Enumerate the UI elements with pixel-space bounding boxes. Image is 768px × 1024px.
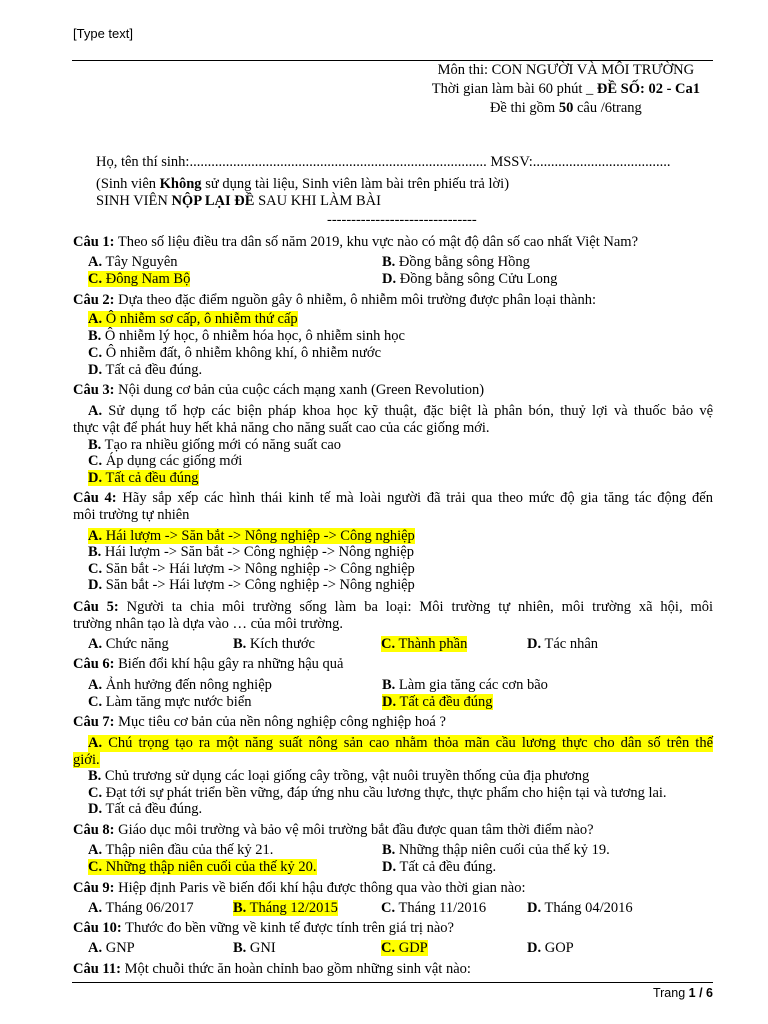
q4-option-c: C. Săn bắt -> Hái lượm -> Nông nghiệp -> Công nghiệp [88, 561, 415, 577]
id-dots: ...................................... [532, 154, 671, 170]
exam-header [432, 61, 700, 118]
q8-option-a: A. Thập niên đầu của thế kỷ 21. [88, 842, 274, 858]
q3-option-a-cont: thực vật để phát huy hết khả năng cho năng suất cao của các giống mới. [73, 420, 490, 436]
header-placeholder: [Type text] [73, 26, 133, 41]
q8-option-c: C. Những thập niên cuối của thế kỷ 20. [88, 859, 317, 875]
question-10: Câu 10: Thước đo bền vững về kinh tế được tính trên giá trị nào? [73, 920, 454, 936]
question-2: Câu 2: Dựa theo đặc điểm nguồn gây ô nhiễm, ô nhiễm môi trường được phân loại thành: [73, 292, 596, 308]
instruction-line-2: SINH VIÊN NỘP LẠI ĐỀ SAU KHI LÀM BÀI [96, 193, 381, 209]
question-4-cont: môi trường tự nhiên [73, 507, 190, 523]
q8-option-d: D. Tất cả đều đúng. [382, 859, 497, 875]
question-9: Câu 9: Hiệp định Paris về biến đổi khí hậu được thông qua vào thời gian nào: [73, 880, 526, 896]
question-1: Câu 1: Theo số liệu điều tra dân số năm 2019, khu vực nào có mật độ dân số cao nhất Việt Nam? [73, 234, 639, 250]
exam-code: ĐỀ SỐ: 02 - Ca1 [596, 81, 700, 97]
q9-option-b: B. Tháng 12/2015 [233, 900, 338, 916]
q9-option-c: C. Tháng 11/2016 [381, 900, 487, 916]
question-8: Câu 8: Giáo dục môi trường và bảo vệ môi trường bắt đầu được quan tâm thời điểm nào? [73, 822, 594, 838]
q7-option-a: A. Chú trọng tạo ra một năng suất nông sản cao nhằm thỏa mãn cầu lương thực cho dân số trên thế [88, 735, 714, 751]
question-5-cont: trường nhân tạo là dựa vào … của môi trường. [73, 616, 344, 632]
q6-option-b: B. Làm gia tăng các cơn bão [382, 677, 548, 693]
q6-option-a: A. Ảnh hưởng đến nông nghiệp [88, 677, 272, 693]
q7-option-d: D. Tất cả đều đúng. [88, 801, 203, 817]
exam-pages: Đề thi gồm 50 câu /6trang [489, 100, 642, 116]
q7-option-b: B. Chủ trương sử dụng các loại giống cây trồng, vật nuôi truyền thống của địa phương [88, 768, 590, 784]
q3-option-c: C. Áp dụng các giống mới [88, 453, 243, 469]
q1-option-c: C. Đông Nam Bộ [88, 271, 191, 287]
question-6: Câu 6: Biến đổi khí hậu gây ra những hậu quả [73, 656, 344, 672]
q4-option-a: A. Hái lượm -> Săn bắt -> Nông nghiệp -> Công nghiệp [88, 528, 415, 544]
q5-option-c: C. Thành phần [381, 636, 468, 652]
question-5: Câu 5: Người ta chia môi trường sống làm ba loại: Môi trường tự nhiên, môi trường xã hội, môi [73, 599, 714, 615]
q2-option-d: D. Tất cả đều đúng. [88, 362, 203, 378]
q7-option-a-cont: giới. [73, 752, 100, 768]
name-dots: .................................................................................. [189, 154, 487, 170]
id-label: MSSV: [490, 154, 533, 170]
question-11: Câu 11: Một chuỗi thức ăn hoàn chỉnh bao gồm những sinh vật nào: [73, 961, 471, 977]
exam-time: Thời gian làm bài 60 phút _ ĐỀ SỐ: 02 - Ca1 [431, 81, 700, 97]
q4-option-b: B. Hái lượm -> Săn bắt -> Công nghiệp -> Nông nghiệp [88, 544, 414, 560]
page-number: Trang 1 / 6 [652, 986, 713, 1000]
footer-rule [72, 982, 713, 983]
instruction-line-1: (Sinh viên Không sử dụng tài liệu, Sinh viên làm bài trên phiếu trả lời) [96, 176, 510, 192]
question-7: Câu 7: Mục tiêu cơ bản của nền nông nghiệp công nghiệp hoá ? [73, 714, 446, 730]
q2-option-b: B. Ô nhiễm lý học, ô nhiễm hóa học, ô nhiễm sinh học [88, 328, 405, 344]
q9-option-a: A. Tháng 06/2017 [88, 900, 194, 916]
q5-option-b: B. Kích thước [233, 636, 315, 652]
q3-option-a: A. Sử dụng tổ hợp các biện pháp khoa học kỹ thuật, đặc biệt là phân bón, thuỷ lợi và thuốc bảo vệ [88, 403, 714, 419]
q3-option-d: D. Tất cả đều đúng [88, 470, 199, 486]
q2-option-c: C. Ô nhiễm đất, ô nhiễm không khí, ô nhiễm nước [88, 345, 382, 361]
name-label: Họ, tên thí sinh: [96, 154, 190, 170]
q5-option-a: A. Chức năng [88, 636, 169, 652]
q1-option-a: A. Tây Nguyên [88, 254, 178, 270]
q5-option-d: D. Tác nhân [527, 636, 599, 652]
student-info-line [96, 154, 671, 171]
q2-option-a: A. Ô nhiễm sơ cấp, ô nhiễm thứ cấp [88, 311, 298, 327]
q6-option-c: C. Làm tăng mực nước biển [88, 694, 252, 710]
q4-option-d: D. Săn bắt -> Hái lượm -> Công nghiệp -> Nông nghiệp [88, 577, 415, 593]
exam-subject: Môn thi: CON NGƯỜI VÀ MÔI TRƯỜNG [437, 62, 695, 78]
q10-option-d: D. GOP [527, 940, 574, 956]
q10-option-b: B. GNI [233, 940, 276, 956]
separator-dashes: ------------------------------- [327, 212, 477, 228]
question-3: Câu 3: Nội dung cơ bản của cuộc cách mạng xanh (Green Revolution) [73, 382, 485, 398]
q7-option-c: C. Đạt tới sự phát triển bền vững, đáp ứng nhu cầu lương thực, thực phẩm cho hiện tại và tương lai. [88, 785, 667, 801]
q9-option-d: D. Tháng 04/2016 [527, 900, 633, 916]
q10-option-c: C. GDP [381, 940, 428, 956]
q3-option-b: B. Tạo ra nhiều giống mới có năng suất cao [88, 437, 342, 453]
q6-option-d: D. Tất cả đều đúng [382, 694, 493, 710]
question-4: Câu 4: Hãy sắp xếp các hình thái kinh tế mà loài người đã trải qua theo mức độ gia tăng tác động đến [73, 490, 713, 506]
q8-option-b: B. Những thập niên cuối của thế kỷ 19. [382, 842, 610, 858]
q10-option-a: A. GNP [88, 940, 135, 956]
q1-option-d: D. Đồng bằng sông Cửu Long [382, 271, 558, 287]
q1-option-b: B. Đồng bằng sông Hồng [382, 254, 530, 270]
